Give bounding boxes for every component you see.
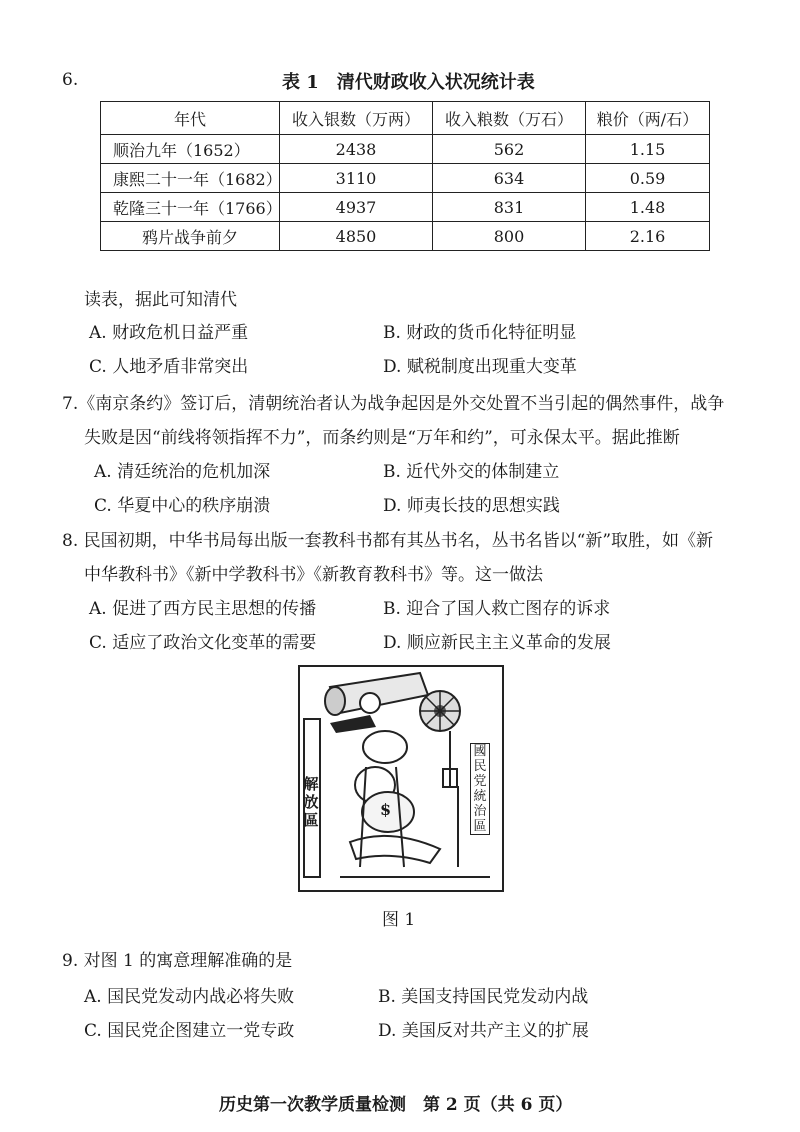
table-row (101, 222, 710, 251)
table-cell: 3110 (280, 164, 433, 193)
q8-option-d: D. 顺应新民主主义革命的发展 (383, 633, 611, 653)
table-cell: 4850 (280, 222, 433, 251)
header-cell: 收入银数（万两） (280, 102, 433, 135)
cartoon-label-right: 國民党統治區 (470, 743, 490, 835)
q8-option-b: B. 迎合了国人救亡图存的诉求 (383, 599, 611, 619)
q7-stem-line2: 失败是因“前线将领指挥不力”，而条约则是“万年和约”，可永保太平。据此推断 (84, 428, 680, 448)
header-cell: 收入粮数（万石） (433, 102, 586, 135)
table-cell: 乾隆三十一年（1766） (101, 193, 280, 222)
cartoon-figure (298, 665, 504, 892)
q7-stem-line1: 7.《南京条约》签订后，清朝统治者认为战争起因是外交处置不当引起的偶然事件，战争 (62, 394, 725, 414)
q9-option-c: C. 国民党企图建立一党专政 (84, 1021, 295, 1041)
table-cell: 鸦片战争前夕 (101, 222, 280, 251)
header-cell: 年代 (101, 102, 280, 135)
q6-option-c: C. 人地矛盾非常突出 (89, 357, 249, 377)
table-row (101, 135, 710, 164)
q9-option-a: A. 国民党发动内战必将失败 (84, 987, 295, 1007)
page-footer: 历史第一次教学质量检测 第 2 页（共 6 页） (219, 1095, 573, 1115)
q6-option-b: B. 财政的货币化特征明显 (383, 323, 577, 343)
q8-stem-line1: 8. 民国初期，中华书局每出版一套教科书都有其丛书名，丛书名皆以“新”取胜，如《新 (62, 531, 714, 551)
figure-caption: 图 1 (382, 910, 416, 930)
table-cell: 2.16 (586, 222, 710, 251)
table-cell: 1.15 (586, 135, 710, 164)
table-cell: 2438 (280, 135, 433, 164)
q6-stem: 读表，据此可知清代 (84, 290, 237, 310)
q9-option-b: B. 美国支持国民党发动内战 (378, 987, 589, 1007)
table-cell: 831 (433, 193, 586, 222)
table-title: 表 1 清代财政收入状况统计表 (282, 72, 535, 93)
q9-stem: 9. 对图 1 的寓意理解准确的是 (62, 951, 293, 971)
table-cell: 顺治九年（1652） (101, 135, 280, 164)
q8-option-c: C. 适应了政治文化变革的需要 (89, 633, 317, 653)
cartoon-bag-label: $ (380, 800, 392, 819)
table-cell: 0.59 (586, 164, 710, 193)
table-row (101, 193, 710, 222)
q7-option-c: C. 华夏中心的秩序崩溃 (94, 496, 271, 516)
header-cell: 粮价（两/石） (586, 102, 710, 135)
table-cell: 4937 (280, 193, 433, 222)
q7-option-a: A. 清廷统治的危机加深 (94, 462, 271, 482)
finance-table (100, 101, 710, 251)
q8-stem-line2: 中华教科书》《新中学教科书》《新教育教科书》等。这一做法 (84, 565, 543, 585)
q9-option-d: D. 美国反对共产主义的扩展 (378, 1021, 589, 1041)
q6-number: 6. (62, 70, 79, 90)
cartoon-label-left: 解放區 (303, 775, 319, 829)
table-cell: 562 (433, 135, 586, 164)
q8-option-a: A. 促进了西方民主思想的传播 (89, 599, 317, 619)
q7-option-d: D. 师夷长技的思想实践 (383, 496, 560, 516)
q7-option-b: B. 近代外交的体制建立 (383, 462, 560, 482)
table-cell: 800 (433, 222, 586, 251)
table-cell: 634 (433, 164, 586, 193)
table-header-row (101, 102, 710, 135)
table-cell: 1.48 (586, 193, 710, 222)
table-row (101, 164, 710, 193)
q6-option-d: D. 赋税制度出现重大变革 (383, 357, 577, 377)
q6-option-a: A. 财政危机日益严重 (89, 323, 249, 343)
cartoon-drawing (300, 667, 498, 886)
table-cell: 康熙二十一年（1682） (101, 164, 280, 193)
